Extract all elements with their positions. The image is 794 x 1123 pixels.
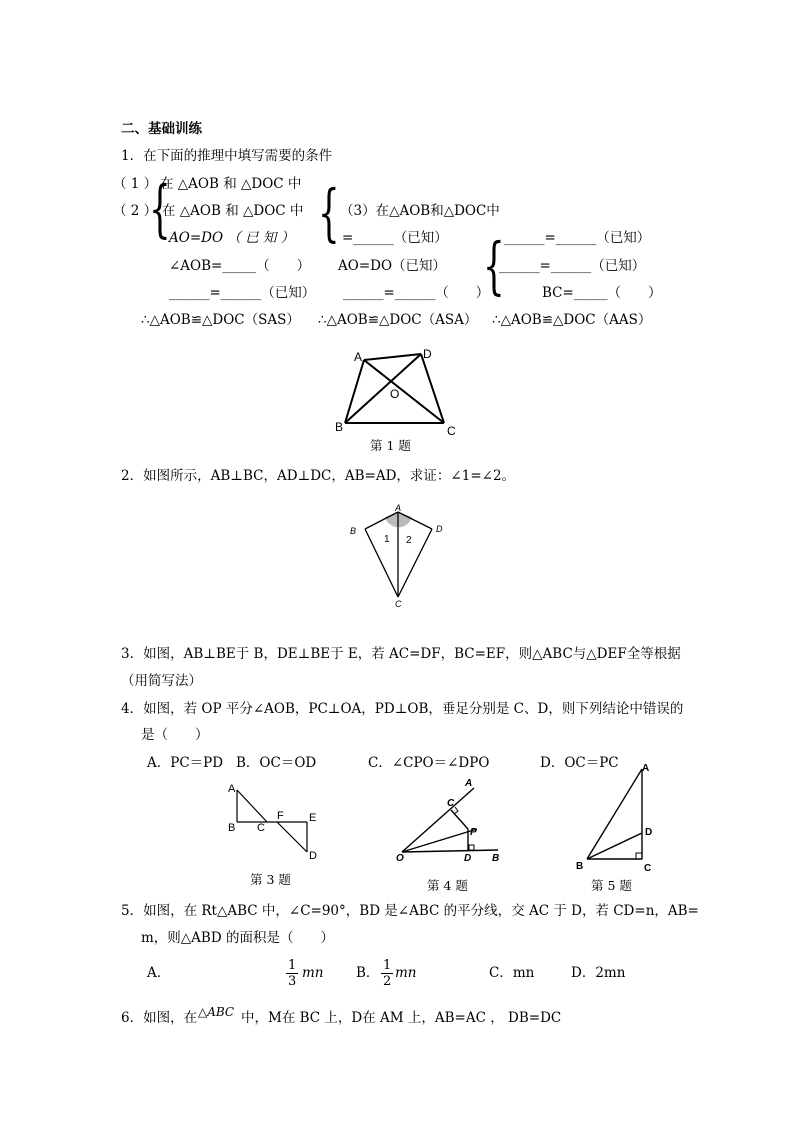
q2-fig-label-c: C bbox=[395, 599, 402, 609]
q4-fig-ray-oa bbox=[402, 788, 474, 852]
q1-brace-middle: { bbox=[318, 176, 340, 249]
q3-fig-side-ac bbox=[237, 790, 267, 822]
q5-fig-label-d: D bbox=[645, 827, 653, 838]
q3-fig-label-f: F bbox=[277, 810, 284, 822]
q1-case1-line3: ∠AOB=_____（ ） bbox=[169, 258, 311, 274]
q4-stem-line2: 是（ ） bbox=[141, 727, 209, 743]
q5-stem-line2: m，则△ABD 的面积是（ ） bbox=[141, 930, 334, 946]
q4-fig-label-o: O bbox=[396, 853, 404, 864]
q3-stem-line2: （用简写法） bbox=[121, 673, 202, 689]
q4-fig-ray-op bbox=[402, 829, 477, 852]
q3-fig-label-a: A bbox=[228, 783, 236, 795]
q5-fig-right-angle-c bbox=[636, 853, 642, 859]
q1-fig-label-c: C bbox=[447, 424, 456, 438]
q6-stem-prefix: 6．如图，在 bbox=[121, 1010, 198, 1026]
q5-figure bbox=[572, 757, 662, 872]
q2-fig-label-a: A bbox=[395, 503, 402, 513]
q2-fig-side-dc bbox=[398, 529, 432, 597]
q2-fig-label-b: B bbox=[350, 526, 357, 536]
q1-conclusion-asa: ∴△AOB≌△DOC（ASA） bbox=[318, 312, 478, 328]
q3-stem-line1: 3．如图，AB⊥BE于 B，DE⊥BE于 E，若 AC=DF，BC=EF，则△ABC与△DEF全等根据 bbox=[121, 646, 681, 662]
q5-option-d: D．2mn bbox=[571, 965, 626, 981]
q4-option-d: D．OC＝PC bbox=[540, 755, 619, 771]
q1-conclusion-sas: ∴△AOB≌△DOC（SAS） bbox=[141, 312, 300, 328]
q4-fig-ray-ob bbox=[402, 850, 498, 852]
q4-fig-label-c: C bbox=[447, 798, 455, 809]
q6-stem-triangle: △ABC bbox=[198, 1005, 235, 1019]
q4-figure bbox=[392, 772, 512, 872]
q4-fig-right-angle-c bbox=[454, 807, 458, 814]
q1-case1-line1: 在 △AOB 和 △DOC 中 bbox=[160, 176, 302, 192]
q1-case2-line4: ______=______（ ） bbox=[343, 285, 490, 301]
q6-stem-rest: 中，M在 BC 上，D在 AM 上，AB=AC ， DB=DC bbox=[241, 1010, 562, 1026]
q4-fig-label-a: A bbox=[465, 778, 473, 789]
q3-fig-label-e: E bbox=[309, 812, 317, 824]
q1-brace-right: { bbox=[483, 229, 505, 302]
q1-case1-line2: AO=DO （ 已 知 ） bbox=[169, 230, 295, 246]
q2-figure bbox=[340, 500, 450, 615]
q5-option-b-label: B． bbox=[356, 965, 380, 981]
q4-fig-label-p: P bbox=[470, 827, 477, 838]
q1-case3-right2: ______=______（已知） bbox=[499, 258, 646, 274]
q5-option-a-numerator: 1 bbox=[288, 958, 297, 973]
q5-option-b-fraction bbox=[381, 959, 393, 988]
q5-option-a-denominator: 3 bbox=[288, 974, 297, 989]
q1-figure-caption: 第 1 题 bbox=[370, 438, 411, 453]
q1-fig-label-d: D bbox=[423, 347, 432, 361]
q3-figure-caption: 第 3 题 bbox=[250, 872, 291, 887]
q4-option-c: C．∠CPO＝∠DPO bbox=[368, 755, 490, 771]
q4-fig-label-b: B bbox=[492, 853, 500, 864]
section-title: 二、基础训练 bbox=[121, 121, 202, 137]
q5-option-b-tail: mn bbox=[395, 965, 417, 981]
q1-stem: 1．在下面的推理中填写需要的条件 bbox=[121, 148, 333, 164]
q1-case1-number: （ 1 ） bbox=[113, 176, 158, 192]
q1-brace-left: { bbox=[149, 172, 171, 245]
q3-figure bbox=[222, 780, 332, 865]
q1-case2-line3: AO=DO（已知） bbox=[338, 258, 447, 274]
q2-fig-label-d: D bbox=[436, 524, 443, 534]
q3-fig-side-fd bbox=[277, 822, 307, 852]
q3-fig-label-c: C bbox=[257, 822, 265, 834]
q1-case3-right1: ______=______（已知） bbox=[504, 230, 651, 246]
q5-option-a-fraction bbox=[286, 959, 298, 988]
q5-fig-label-b: B bbox=[576, 861, 584, 872]
q4-stem-line1: 4．如图，若 OP 平分∠AOB，PC⊥OA，PD⊥OB，垂足分别是 C、D，则下列结论中错误的 bbox=[121, 701, 684, 717]
q3-fig-label-d: D bbox=[309, 850, 317, 862]
q2-fig-angle-1: 1 bbox=[384, 534, 390, 545]
q1-fig-label-b: B bbox=[335, 420, 344, 434]
q1-case2-number: （ 2 ） bbox=[113, 203, 158, 219]
q1-case1-line4: ______=______（已知） bbox=[169, 285, 316, 301]
q1-conclusion-aas: ∴△AOB≌△DOC（AAS） bbox=[492, 312, 652, 328]
q5-stem-line1: 5．如图，在 Rt△ABC 中，∠C=90°，BD 是∠ABC 的平分线，交 AC 于 D，若 CD=n，AB= bbox=[121, 903, 699, 919]
q5-option-b-denominator: 2 bbox=[383, 974, 392, 989]
q1-case3-line2: =______（已知） bbox=[342, 230, 448, 246]
q4-fig-label-d: D bbox=[464, 853, 472, 864]
q5-option-a-label: A． bbox=[147, 965, 171, 981]
q5-figure-caption: 第 5 题 bbox=[591, 878, 632, 893]
q5-option-c: C．mn bbox=[489, 965, 535, 981]
q4-figure-caption: 第 4 题 bbox=[427, 878, 468, 893]
q2-fig-angle-2: 2 bbox=[406, 535, 412, 546]
q1-fig-side-dc bbox=[421, 354, 444, 423]
q2-stem: 2．如图所示，AB⊥BC，AD⊥DC，AB=AD，求证：∠1=∠2。 bbox=[121, 468, 516, 484]
q4-fig-right-angle-d bbox=[469, 845, 474, 850]
q5-option-b-numerator: 1 bbox=[383, 958, 392, 973]
q1-case3-line1: （3）在△AOB和△DOC中 bbox=[340, 203, 500, 219]
q4-option-a: A．PC＝PD bbox=[147, 755, 224, 771]
q1-fig-side-ad bbox=[364, 354, 421, 360]
q2-fig-side-bc bbox=[365, 529, 398, 597]
q1-fig-label-a: A bbox=[354, 350, 363, 364]
q1-case2-line1: 在 △AOB 和 △DOC 中 bbox=[162, 203, 304, 219]
q1-case3-right3: BC=_____（ ） bbox=[542, 285, 662, 301]
q3-fig-label-b: B bbox=[228, 822, 236, 834]
q5-fig-label-a: A bbox=[642, 763, 650, 774]
q5-option-a-tail: mn bbox=[302, 965, 324, 981]
q5-fig-label-c: C bbox=[644, 863, 652, 874]
q1-fig-label-o: O bbox=[390, 387, 400, 401]
q4-option-b: B．OC＝OD bbox=[236, 755, 317, 771]
q4-fig-segment-pc bbox=[451, 810, 468, 829]
